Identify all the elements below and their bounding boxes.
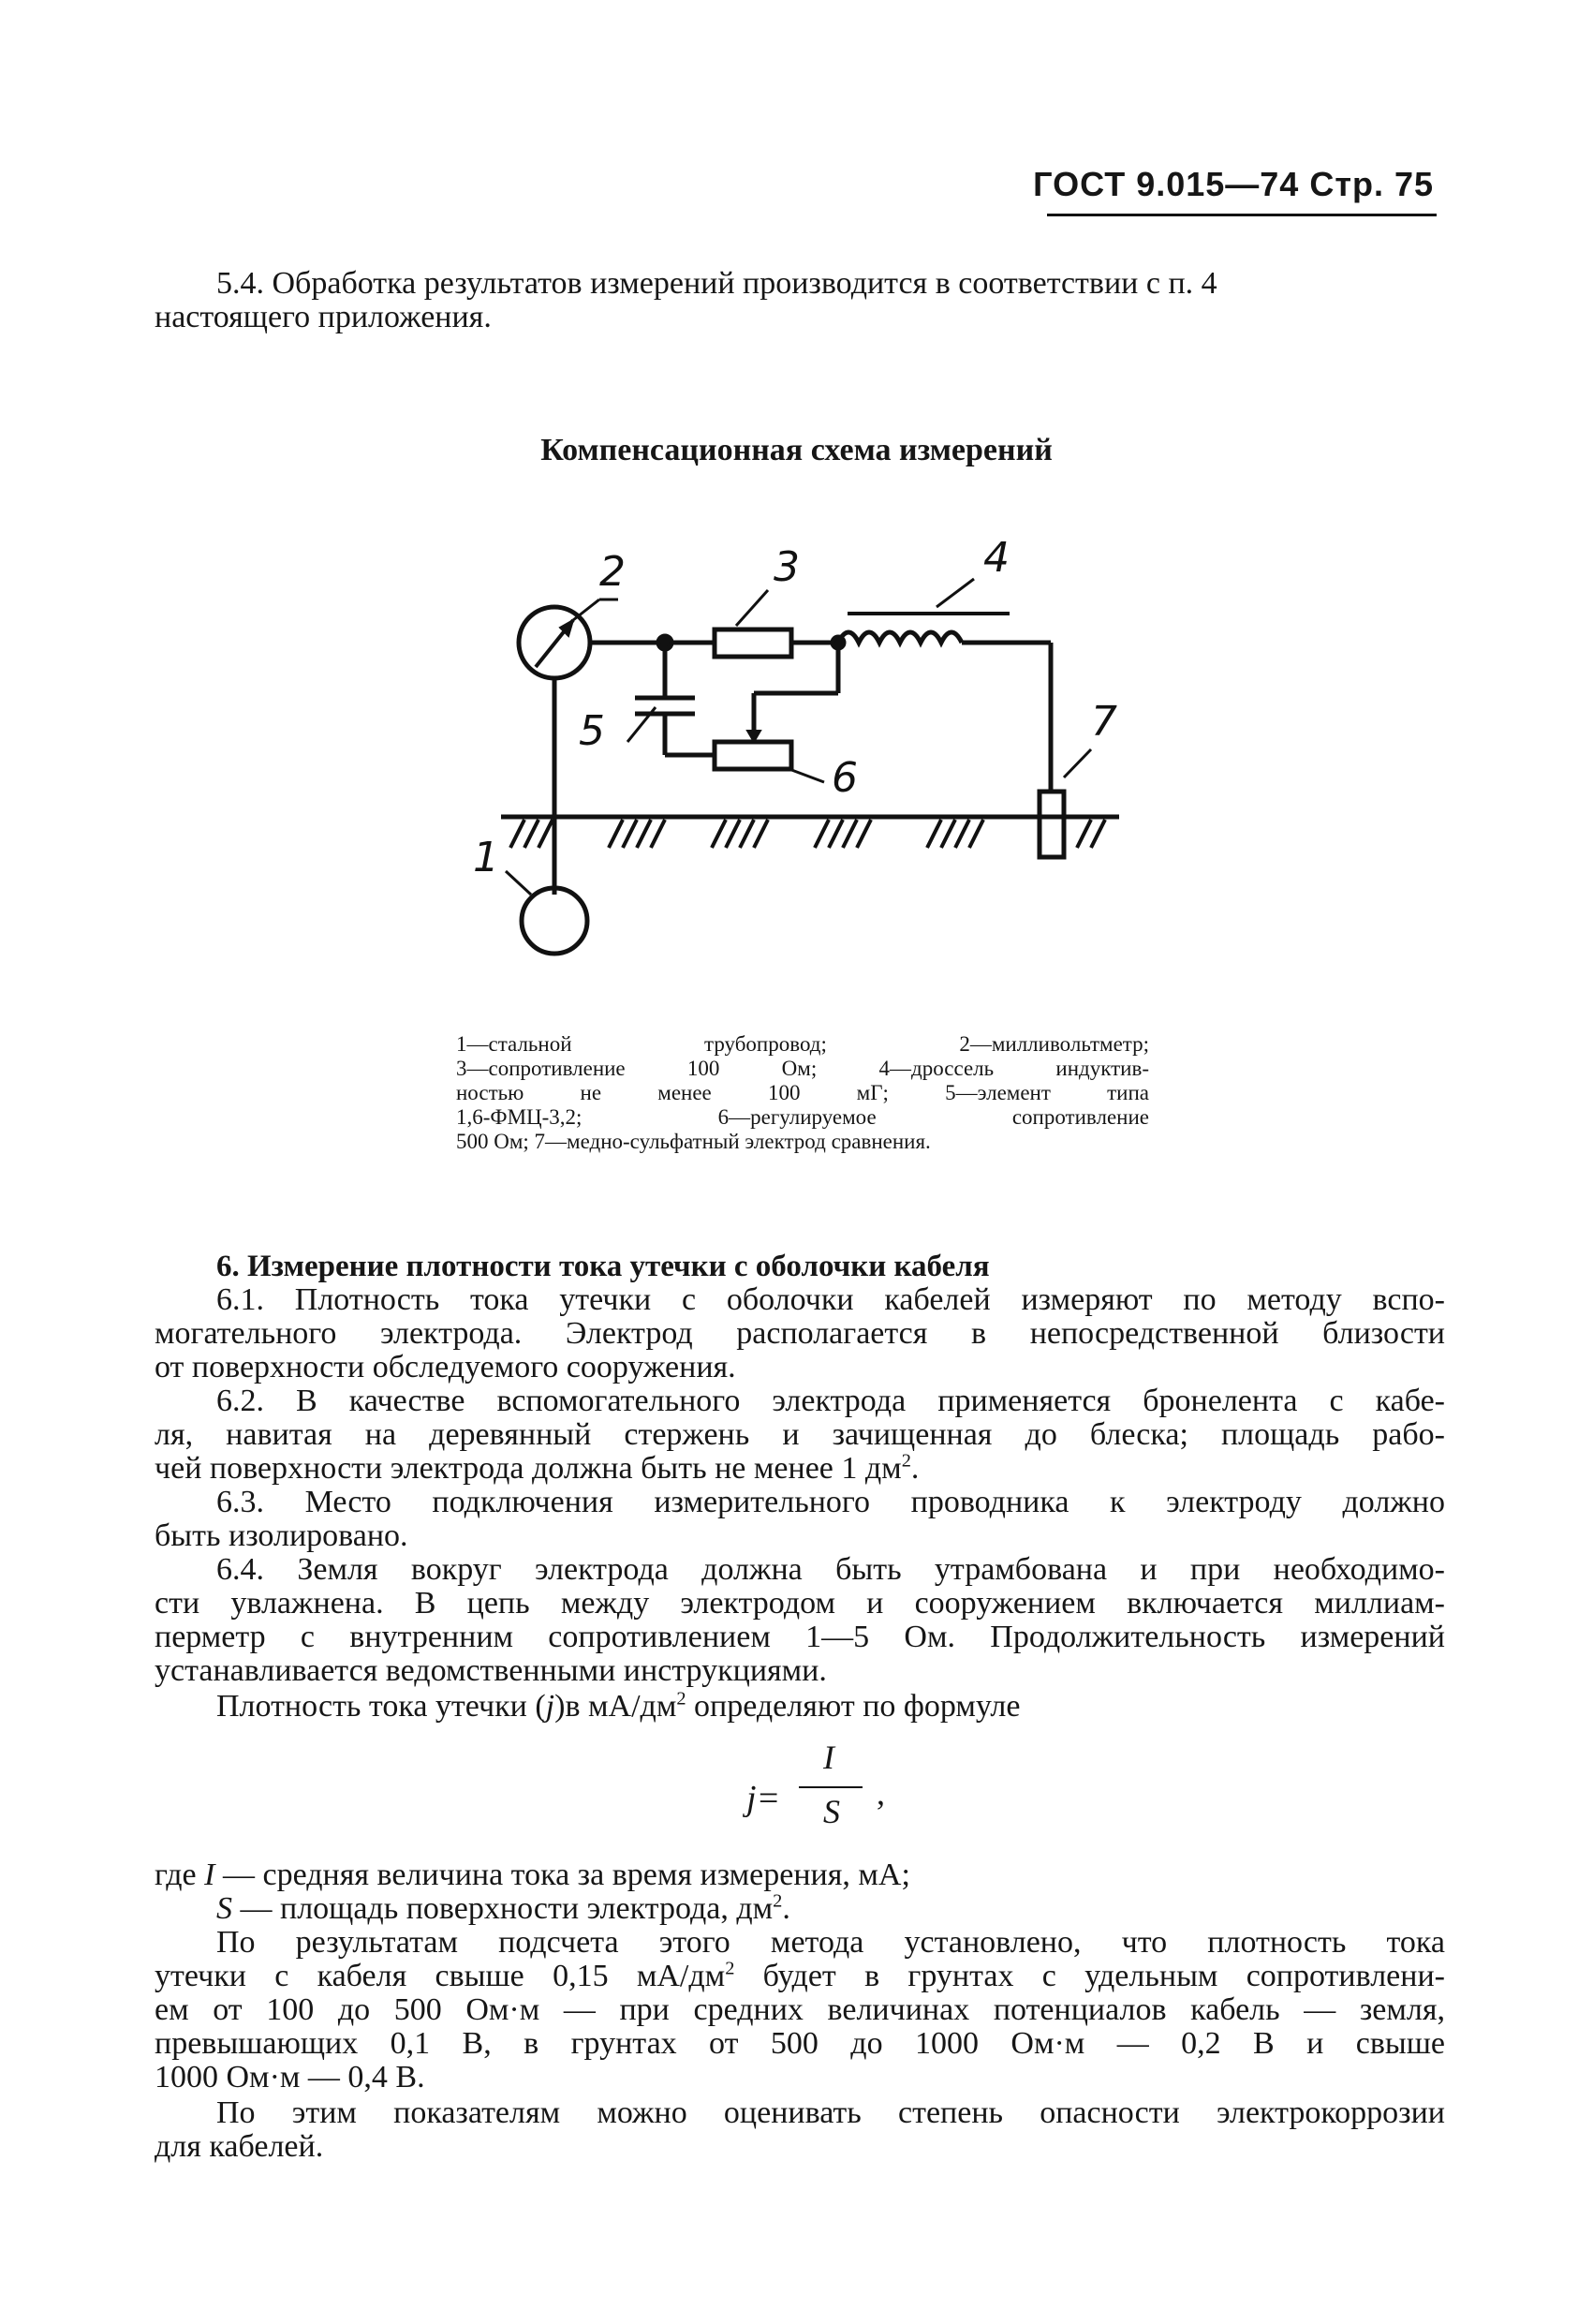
circuit-diagram [450,534,1161,984]
formula-j: j= [746,1779,781,1818]
where-block [155,1858,1445,1926]
results-paragraph [155,1926,1445,2095]
label-3: 3 [774,543,800,591]
adjustable-resistor [715,742,791,769]
caption-line: ностью не менее 100 мГ; 5—элемент типа [456,1081,1149,1104]
text-line: ем от 100 до 500 Ом·м — при средних величинах потенциалов кабель — земля, [155,1992,1445,2027]
paragraph-6-1 [155,1283,1445,1384]
steel-pipe-symbol [522,888,587,954]
text-line: от поверхности обследуемого сооружения. [155,1350,736,1384]
paragraph-6-4 [155,1553,1445,1688]
text-line: По результатам подсчета этого метода установлено, что плотность тока [216,1925,1445,1960]
text-line: чей поверхности электрода должна быть не менее 1 $дм^2$. [155,1450,920,1486]
text-line: S — площадь поверхности электрода, $дм^2$. [216,1890,790,1926]
label-6: 6 [832,754,858,802]
text-line: настоящего приложения. [155,300,492,334]
label-2: 2 [599,548,626,596]
paragraph-6-2 [155,1384,1445,1486]
text-line: для кабелей. [155,2129,324,2164]
label-7: 7 [1091,698,1117,746]
paragraph-6-3 [155,1486,1445,1553]
paragraph-5-4 [155,267,1445,334]
caption-line: 1—стальной трубопровод; 2—милливольтметр; [456,1032,1149,1056]
text-line: превышающих 0,1 В, в грунтах от 500 до 1000 Ом·м — 0,2 В и свыше [155,2026,1445,2061]
inductor-choke [838,632,962,643]
text-line: 6.3. Место подключения измерительного проводника к электроду должно [216,1485,1445,1519]
formula-numerator: I [823,1739,834,1776]
text-line: По этим показателям можно оценивать степень опасности электрокоррозии [216,2095,1445,2130]
text-line: ля, навитая на деревянный стержень и зачищенная до блеска; площадь рабо- [155,1417,1445,1452]
text-line: сти увлажнена. В цепь между электродом и сооружением включается миллиам- [155,1586,1445,1621]
density-intro [155,1690,1445,1724]
final-paragraph [155,2096,1445,2164]
text-line: 1000 Ом·м — 0,4 В. [155,2060,425,2095]
text-line: быть изолировано. [155,1518,408,1553]
ground-hatching [510,820,1105,848]
label-4: 4 [983,534,1010,582]
page-header: ГОСТ 9.015—74 Стр. 75 [1033,165,1434,203]
text-line: утечки с кабеля свыше 0,15 $мА/дм^2$ будет в грунтах с удельным сопротивлени- [155,1958,1445,1993]
text-line: где I — средняя величина тока за время измерения, мА; [155,1858,910,1892]
fraction-line [799,1786,863,1788]
text-line: могательного электрода. Электрод располагается в непосредственной близости [155,1316,1445,1351]
figure-title: Компенсационная схема измерений [540,433,1053,467]
text-line: перметр с внутренним сопротивлением 1—5 Ом. Продолжительность измерений [155,1620,1445,1654]
header-rule [1047,214,1437,216]
text-line: 5.4. Обработка результатов измерений производится в соответствии с п. 4 [216,266,1217,301]
text-line: 6.2. В качестве вспомогательного электрода применяется бронелента с кабе- [216,1384,1445,1418]
caption-line: 1,6-ФМЦ-3,2; 6—регулируемое сопротивление [456,1105,1149,1129]
label-5: 5 [579,707,605,755]
text-line: устанавливается ведомственными инструкциями. [155,1653,827,1688]
reference-electrode [1040,792,1064,857]
text-line: Плотность тока утечки (j)в $мА/дм^2$ определяют по формуле [216,1688,1021,1724]
section-6-heading: 6. Измерение плотности тока утечки с оболочки кабеля [216,1250,990,1283]
formula-comma: , [877,1774,885,1812]
text-line: 6.1. Плотность тока утечки с оболочки кабелей измеряют по методу вспо- [216,1282,1445,1317]
formula-denominator: S [823,1793,840,1830]
label-1: 1 [473,834,499,881]
resistor-100-ohm [715,629,791,657]
caption-line: 500 Ом; 7—медно-сульфатный электрод сравнения. [456,1130,931,1153]
caption-line: 3—сопротивление 100 Ом; 4—дроссель индуктив- [456,1057,1149,1080]
text-line: 6.4. Земля вокруг электрода должна быть утрамбована и при необходимо- [216,1552,1445,1587]
